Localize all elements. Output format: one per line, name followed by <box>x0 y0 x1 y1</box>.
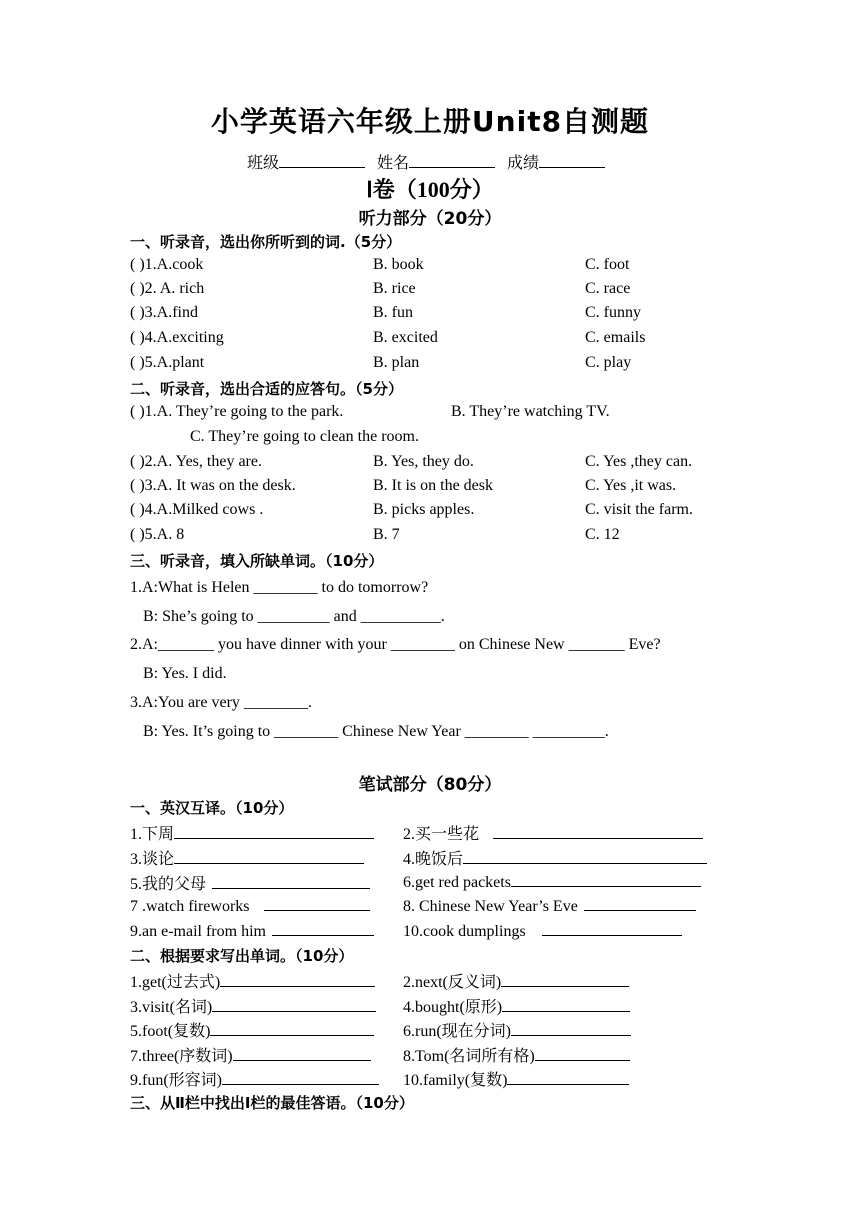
item-text: 8. Chinese New Year’s Eve <box>403 898 578 915</box>
name-blank <box>409 151 495 168</box>
item-text: ( )5.A. 8 <box>130 526 185 543</box>
answer-blank <box>535 1045 630 1061</box>
item-text: ( )3.A.find <box>130 304 198 321</box>
translation-item <box>130 821 374 843</box>
word-form-item <box>130 1043 371 1065</box>
item-text: 3.谈论 <box>130 851 175 868</box>
item-text: 7.three(序数词) <box>130 1048 233 1065</box>
student-info-line <box>0 150 860 173</box>
item-text: 3.visit(名词) <box>130 999 213 1016</box>
translation-item <box>403 821 703 843</box>
item-text: 5.foot(复数) <box>130 1023 211 1040</box>
translation-item <box>130 871 370 893</box>
answer-blank <box>493 823 703 839</box>
item-text: ( )3.A. It was on the desk. <box>130 477 296 494</box>
item-text: 4.晚饭后 <box>403 851 464 868</box>
word-form-item <box>403 969 629 991</box>
item-text: ( )2.A. Yes, they are. <box>130 453 262 470</box>
item-text: C. visit the farm. <box>585 501 693 518</box>
item-text: 8.Tom(名词所有格) <box>403 1048 535 1065</box>
item-text: B. rice <box>373 280 416 297</box>
answer-blank <box>511 871 701 887</box>
item-text: 6.run(现在分词) <box>403 1023 511 1040</box>
item-text: ( )2. A. rich <box>130 280 205 297</box>
fill-line: B: Yes. It’s going to ________ Chinese New Year ________ _________. <box>143 723 609 740</box>
answer-blank <box>501 971 629 987</box>
volume-heading: Ⅰ卷（100分） <box>366 177 494 202</box>
page-title: 小学英语六年级上册Unit8自测题 <box>210 105 650 138</box>
item-text: 10.cook dumplings <box>403 923 526 940</box>
item-text: B. 7 <box>373 526 400 543</box>
answer-blank <box>210 1020 374 1036</box>
word-form-item <box>403 994 630 1016</box>
item-text: C. foot <box>585 256 630 273</box>
item-text: 6.get red packets <box>403 874 511 891</box>
question-row-continued <box>130 428 730 450</box>
word-form-item <box>130 969 375 991</box>
answer-blank <box>174 823 374 839</box>
answer-blank <box>463 848 707 864</box>
item-text: C. emails <box>585 329 646 346</box>
item-text: C. Yes ,it was. <box>585 477 677 494</box>
translation-item <box>403 895 696 917</box>
item-text: 2.next(反义词) <box>403 974 502 991</box>
item-text: B. Yes, they do. <box>373 453 474 470</box>
question-row <box>130 329 730 351</box>
score-label: 成绩 <box>507 155 540 172</box>
class-blank <box>279 151 365 168</box>
fill-line: 2.A:_______ you have dinner with your ________ on Chinese New _______ Eve? <box>130 636 661 653</box>
item-text: B. fun <box>373 304 413 321</box>
item-text: 1.下周 <box>130 826 175 843</box>
answer-blank <box>502 996 630 1012</box>
answer-blank <box>174 848 364 864</box>
item-text: ( )1.A. They’re going to the park. <box>130 403 344 420</box>
score-blank <box>539 151 605 168</box>
answer-blank <box>220 971 375 987</box>
name-label: 姓名 <box>376 155 409 172</box>
fill-line: B: She’s going to _________ and __________. <box>143 608 445 625</box>
translation-item <box>130 920 374 942</box>
answer-blank <box>584 895 696 911</box>
item-text: ( )4.A.exciting <box>130 329 224 346</box>
item-text: 9.an e-mail from him <box>130 923 266 940</box>
translation-item <box>130 846 364 868</box>
question-row <box>130 304 730 326</box>
translation-item <box>403 846 707 868</box>
listening-part-heading: 听力部分（20分） <box>358 209 502 229</box>
writing-section-3-title: 三、从Ⅱ栏中找出Ⅰ栏的最佳答语。（10分） <box>130 1094 414 1112</box>
item-text: C. race <box>585 280 631 297</box>
translation-item <box>403 920 682 942</box>
item-text: B. excited <box>373 329 438 346</box>
item-text: C. funny <box>585 304 641 321</box>
fill-line: 3.A:You are very ________. <box>130 694 312 711</box>
word-form-item <box>403 1067 629 1089</box>
class-label: 班级 <box>246 155 279 172</box>
question-row <box>130 453 730 475</box>
answer-blank <box>542 920 682 936</box>
answer-blank <box>264 895 370 911</box>
answer-blank <box>233 1045 371 1061</box>
item-text: ( )4.A.Milked cows . <box>130 501 264 518</box>
item-text: 5.我的父母 <box>130 876 207 893</box>
word-form-item <box>130 1018 374 1040</box>
item-text: 10.family(复数) <box>403 1072 508 1089</box>
question-row <box>130 280 730 302</box>
item-text: 1.get(过去式) <box>130 974 221 991</box>
question-row <box>130 403 730 425</box>
translation-item <box>130 895 370 917</box>
answer-blank <box>511 1020 631 1036</box>
item-text: B. book <box>373 256 424 273</box>
word-form-item <box>130 1067 379 1089</box>
item-text: C. They’re going to clean the room. <box>190 428 419 445</box>
item-text: C. play <box>585 354 632 371</box>
answer-blank <box>222 1069 379 1085</box>
word-form-item <box>403 1043 630 1065</box>
writing-section-1-title: 一、英汉互译。（10分） <box>130 799 294 817</box>
item-text: 9.fun(形容词) <box>130 1072 222 1089</box>
answer-blank <box>212 996 376 1012</box>
item-text: 4.bought(原形) <box>403 999 503 1016</box>
item-text: C. Yes ,they can. <box>585 453 693 470</box>
listening-section-3-title: 三、听录音，填入所缺单词。（10分） <box>130 552 384 570</box>
word-form-item <box>130 994 376 1016</box>
question-row <box>130 256 730 278</box>
item-text: B. It is on the desk <box>373 477 493 494</box>
question-row <box>130 501 730 523</box>
translation-item <box>403 871 701 893</box>
item-text: B. plan <box>373 354 420 371</box>
answer-blank <box>507 1069 629 1085</box>
item-text: ( )1.A.cook <box>130 256 204 273</box>
writing-section-2-title: 二、根据要求写出单词。（10分） <box>130 947 354 965</box>
item-text: C. 12 <box>585 526 620 543</box>
writing-part-heading: 笔试部分（80分） <box>358 775 502 795</box>
question-row <box>130 354 730 376</box>
item-text: ( )5.A.plant <box>130 354 205 371</box>
listening-section-1-title: 一、听录音，选出你所听到的词.（5分） <box>130 233 402 251</box>
answer-blank <box>272 920 374 936</box>
answer-blank <box>212 873 370 889</box>
fill-line: 1.A:What is Helen ________ to do tomorrow? <box>130 579 429 596</box>
item-text: 7 .watch fireworks <box>130 898 250 915</box>
item-text: 2.买一些花 <box>403 826 480 843</box>
question-row <box>130 526 730 548</box>
listening-section-2-title: 二、听录音，选出合适的应答句。（5分） <box>130 380 403 398</box>
question-row <box>130 477 730 499</box>
fill-line: B: Yes. I did. <box>143 665 227 682</box>
word-form-item <box>403 1018 631 1040</box>
item-text: B. They’re watching TV. <box>451 403 610 420</box>
item-text: B. picks apples. <box>373 501 475 518</box>
